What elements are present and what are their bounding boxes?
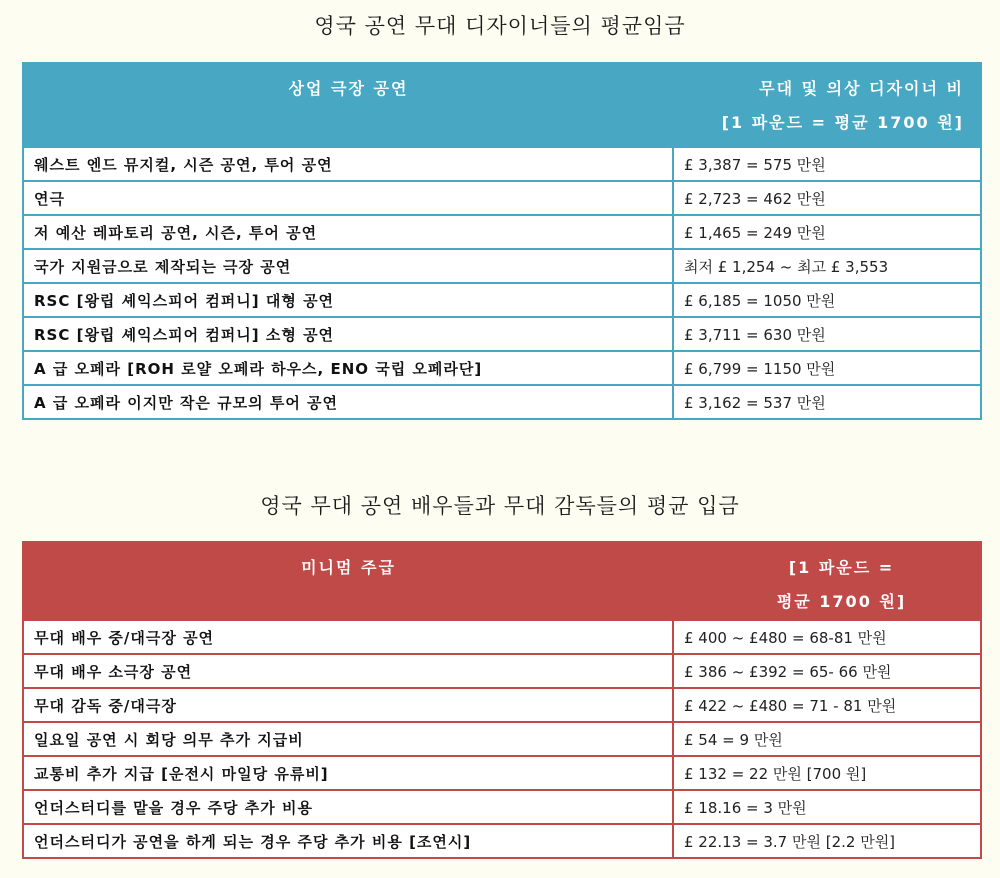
row-label: 국가 지원금으로 제작되는 극장 공연 [23,249,673,283]
row-value: £ 386 ~ £392 = 65- 66 만원 [673,654,981,688]
table-header-row [23,63,981,147]
header-category-label: 미니멈 주급 [301,558,396,577]
actor-wage-table [22,541,982,859]
table-row [23,824,981,858]
table-row [23,317,981,351]
row-value: £ 3,162 = 537 만원 [673,385,981,419]
header-category [23,542,673,620]
row-label: 무대 감독 중/대극장 [23,688,673,722]
table-row [23,215,981,249]
table-row [23,654,981,688]
header-fee-line2: 평균 1700 원] [776,592,907,611]
row-value: £ 18.16 = 3 만원 [673,790,981,824]
row-label: 연극 [23,181,673,215]
row-label: A 급 오페라 이지만 작은 규모의 투어 공연 [23,385,673,419]
header-fee-line1: [1 파운드 = [788,558,895,577]
row-value: £ 22.13 = 3.7 만원 [2.2 만원] [673,824,981,858]
row-value: £ 400 ~ £480 = 68-81 만원 [673,620,981,654]
header-fee [673,63,981,147]
header-fee [673,542,981,620]
row-value: £ 3,387 = 575 만원 [673,147,981,181]
header-fee-line2: [1 파운드 = 평균 1700 원] [721,113,964,132]
row-value: £ 1,465 = 249 만원 [673,215,981,249]
row-label: 무대 배우 소극장 공연 [23,654,673,688]
row-value: £ 132 = 22 만원 [700 원] [673,756,981,790]
row-value: £ 54 = 9 만원 [673,722,981,756]
row-label: 웨스트 엔드 뮤지컬, 시즌 공연, 투어 공연 [23,147,673,181]
designer-wage-table [22,62,982,420]
table-row [23,722,981,756]
row-value: £ 6,185 = 1050 만원 [673,283,981,317]
row-value: £ 422 ~ £480 = 71 - 81 만원 [673,688,981,722]
row-label: 교통비 추가 지급 [운전시 마일당 유류비] [23,756,673,790]
row-label: 언더스터디를 맡을 경우 주당 추가 비용 [23,790,673,824]
row-label: A 급 오페라 [ROH 로얄 오페라 하우스, ENO 국립 오페라단] [23,351,673,385]
table-row [23,688,981,722]
table-row [23,147,981,181]
table-row [23,249,981,283]
row-label: 일요일 공연 시 회당 의무 추가 지급비 [23,722,673,756]
row-label: 저 예산 레파토리 공연, 시즌, 투어 공연 [23,215,673,249]
row-value: £ 6,799 = 1150 만원 [673,351,981,385]
table-row [23,385,981,419]
row-label: 언더스터디가 공연을 하게 되는 경우 주당 추가 비용 [조연시] [23,824,673,858]
table-header-row [23,542,981,620]
header-fee-line1: 무대 및 의상 디자이너 비 [759,79,964,98]
row-label: 무대 배우 중/대극장 공연 [23,620,673,654]
header-category-label: 상업 극장 공연 [288,79,409,98]
table2-title: 영국 무대 공연 배우들과 무대 감독들의 평균 입금 [260,494,740,518]
header-category [23,63,673,147]
table-row [23,620,981,654]
table1-title: 영국 공연 무대 디자이너들의 평균임금 [314,14,686,38]
table-row [23,181,981,215]
table-row [23,790,981,824]
table-row [23,756,981,790]
table-row [23,283,981,317]
row-value: £ 3,711 = 630 만원 [673,317,981,351]
row-value: 최저 £ 1,254 ~ 최고 £ 3,553 [673,249,981,283]
row-label: RSC [왕립 셰익스피어 컴퍼니] 대형 공연 [23,283,673,317]
row-value: £ 2,723 = 462 만원 [673,181,981,215]
table-row [23,351,981,385]
row-label: RSC [왕립 셰익스피어 컴퍼니] 소형 공연 [23,317,673,351]
